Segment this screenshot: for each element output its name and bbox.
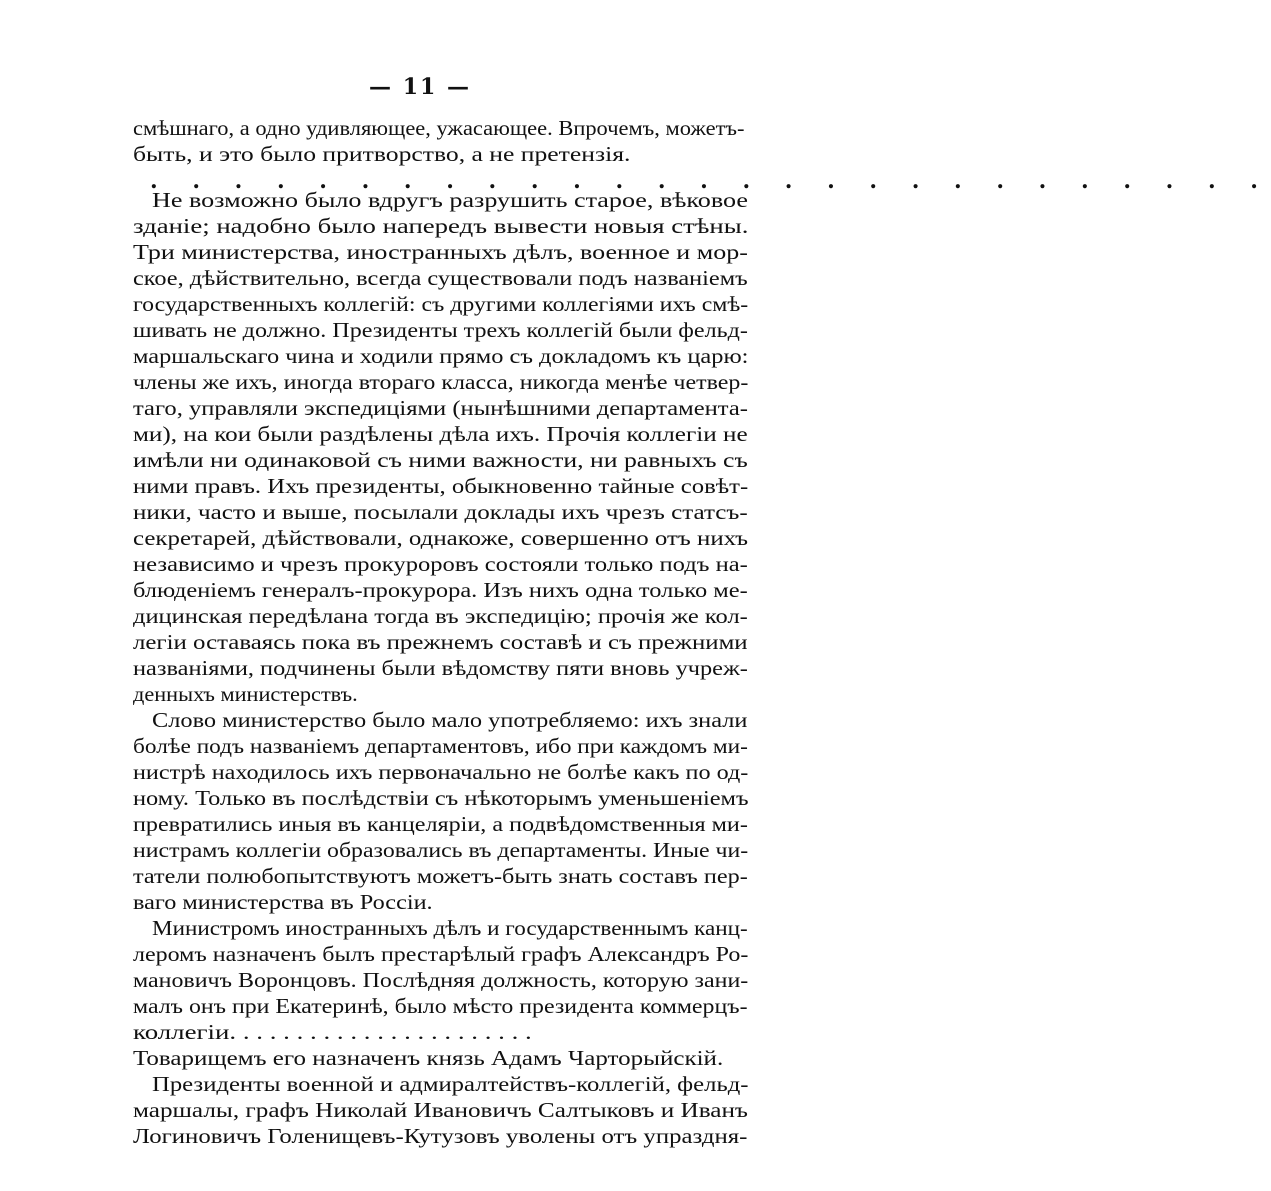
text-line: превратились иныя въ канцеляріи, а подвѣдомственныя ми- xyxy=(133,812,748,836)
text-line: маршальскаго чина и ходили прямо съ докладомъ къ царю: xyxy=(133,344,749,368)
text-line: государственныхъ коллегій: съ другими коллегіями ихъ смѣ- xyxy=(133,292,749,316)
text-line: ское, дѣйствительно, всегда существовали подъ названіемъ xyxy=(133,266,748,290)
text-line: малъ онъ при Екатеринѣ, было мѣсто президента коммерцъ- xyxy=(133,994,748,1018)
text-line: нистрѣ находилось ихъ первоначально не болѣе какъ по од- xyxy=(133,760,749,784)
text-line: Министромъ иностранныхъ дѣлъ и государственнымъ канц- xyxy=(152,916,748,940)
text-line: болѣе подъ названіемъ департаментовъ, ибо при каждомъ ми- xyxy=(133,734,748,758)
text-line: легіи оставаясь пока въ прежнемъ составѣ и съ прежними xyxy=(133,630,748,654)
text-line: имѣли ни одинаковой съ ними важности, ни равныхъ съ xyxy=(133,448,748,472)
text-line: ваго министерства въ Россіи. xyxy=(133,890,433,914)
text-line: быть, и это было притворство, а не претензія. xyxy=(133,142,631,166)
text-line: Президенты военной и адмиралтействъ-коллегій, фельд- xyxy=(152,1072,749,1096)
text-line: Слово министерство было мало употребляемо: ихъ знали xyxy=(152,708,748,732)
text-line: Не возможно было вдругъ разрушить старое, вѣковое xyxy=(152,188,748,212)
text-line: леромъ назначенъ былъ престарѣлый графъ Александръ Ро- xyxy=(133,942,749,966)
text-line: денныхъ министерствъ. xyxy=(133,682,358,706)
text-line: независимо и чрезъ прокуроровъ состояли только подъ на- xyxy=(133,552,748,576)
text-line: коллегіи. . . . . . . . . . . . . . . . . . . . . . . xyxy=(133,1020,532,1044)
text-line: ними правъ. Ихъ президенты, обыкновенно тайные совѣт- xyxy=(133,474,749,498)
text-line: маршалы, графъ Николай Ивановичъ Салтыковъ и Иванъ xyxy=(133,1098,748,1122)
text-line: таго, управляли экспедиціями (нынѣшними департамента- xyxy=(133,396,748,420)
text-line: шивать не должно. Президенты трехъ коллегій были фельд- xyxy=(133,318,748,342)
page-number: — 11 — xyxy=(369,74,471,100)
text-line: ному. Только въ послѣдствіи съ нѣкоторымъ уменьшеніемъ xyxy=(133,786,749,810)
text-line: блюденіемъ генералъ-прокурора. Изъ нихъ одна только ме- xyxy=(133,578,748,602)
text-line: названіями, подчинены были вѣдомству пяти вновь учреж- xyxy=(133,656,748,680)
text-line: Товарищемъ его назначенъ князь Адамъ Чарторыйскій. xyxy=(133,1046,724,1070)
text-line: татели полюбопытствуютъ можетъ-быть знать составъ пер- xyxy=(133,864,748,888)
text-line: смѣшнаго, а одно удивляющее, ужасающее. Впрочемъ, можетъ- xyxy=(133,116,745,140)
separator-dots: . . . . . . . . . . . . . . . . . . . . . . . . . . . xyxy=(150,168,1271,194)
text-line: члены же ихъ, иногда втораго класса, никогда менѣе четвер- xyxy=(133,370,749,394)
text-line: Логиновичъ Голенищевъ-Кутузовъ уволены отъ упраздня- xyxy=(133,1124,748,1148)
text-line: ми), на кои были раздѣлены дѣла ихъ. Прочія коллегіи не xyxy=(133,422,748,446)
text-line: зданіе; надобно было напередъ вывести новыя стѣны. xyxy=(133,214,749,238)
text-line: Три министерства, иностранныхъ дѣлъ, военное и мор- xyxy=(133,240,748,264)
text-line: секретарей, дѣйствовали, однакоже, совершенно отъ нихъ xyxy=(133,526,749,550)
text-line: ники, часто и выше, посылали доклады ихъ чрезъ статсъ- xyxy=(133,500,748,524)
text-line: мановичъ Воронцовъ. Послѣдняя должность, которую зани- xyxy=(133,968,749,992)
text-line: дицинская передѣлана тогда въ экспедицію; прочія же кол- xyxy=(133,604,748,628)
text-line: нистрамъ коллегіи образовались въ департаменты. Иные чи- xyxy=(133,838,749,862)
